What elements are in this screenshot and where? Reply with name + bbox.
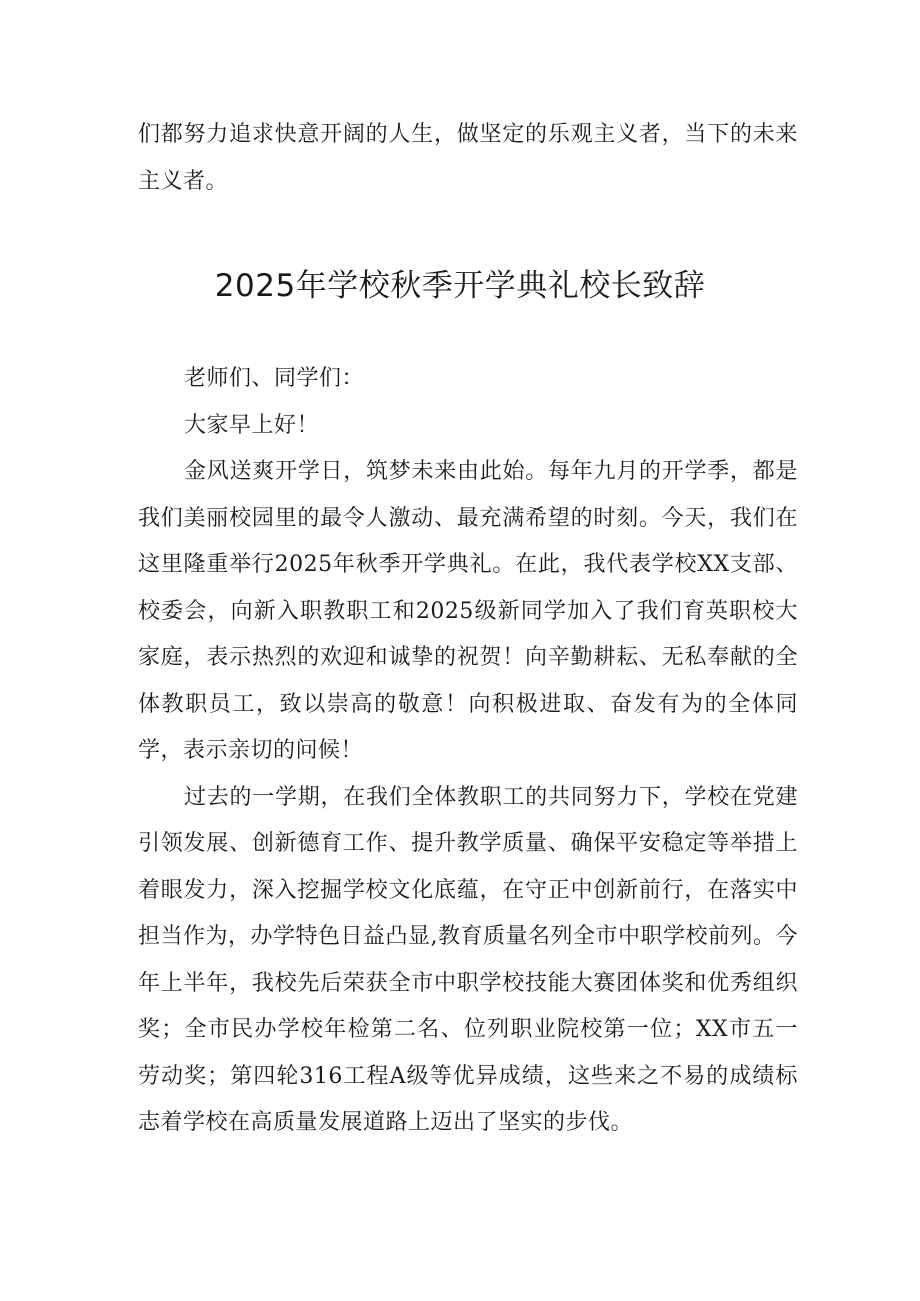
speech-body xyxy=(138,356,798,1147)
body-paragraph-2: 过去的一学期，在我们全体教职工的共同努力下，学校在党建引领发展、创新德育工作、提升教学质量、确保平安稳定等举措上着眼发力，深入挖掘学校文化底蕴，在守正中创新前行，在落实中担当作为，办学特色日益凸显,教育质量名列全市中职学校前列。今年上半年，我校先后荣获全市中职学校技能大赛团体奖和优秀组织奖；全市民办学校年检第二名、位列职业院校第一位；XX市五一劳动奖；第四轮316工程A级等优异成绩，这些来之不易的成绩标志着学校在高质量发展道路上迈出了坚实的步伐。 xyxy=(138,784,798,1135)
carryover-paragraph: 们都努力追求快意开阔的人生，做坚定的乐观主义者，当下的未来主义者。 xyxy=(138,122,798,194)
document-title: 2025年学校秋季开学典礼校长致辞 xyxy=(214,268,706,304)
body-paragraph-1: 金风送爽开学日，筑梦未来由此始。每年九月的开学季，都是我们美丽校园里的最令人激动、最充满希望的时刻。今天，我们在这里隆重举行2025年秋季开学典礼。在此，我代表学校XX支部、校委会，向新入职教职工和2025级新同学加入了我们育英职校大家庭，表示热烈的欢迎和诚挚的祝贺！向辛勤耕耘、无私奉献的全体教职员工，致以崇高的敬意！向积极进取、奋发有为的全体同学，表示亲切的问候！ xyxy=(138,459,798,763)
salutation: 老师们、同学们： xyxy=(184,366,365,391)
greeting: 大家早上好！ xyxy=(184,412,320,438)
